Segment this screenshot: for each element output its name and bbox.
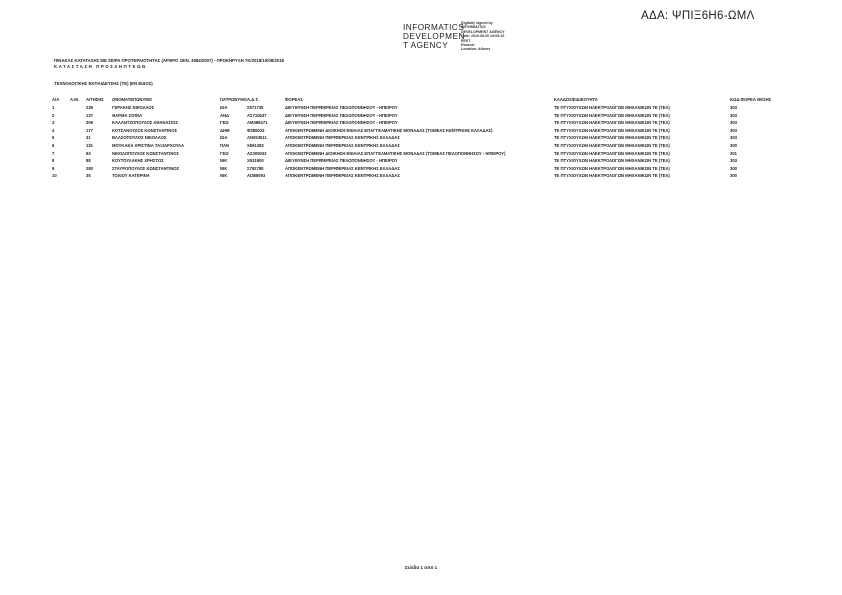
cell-foreas: ΑΠΟΚΕΝΤΡΩΜΕΝΗ ΠΕΡΙΦΕΡΕΙΑΣ ΚΕΝΤΡΙΚΗΣ ΕΛΛΑΔΑΣ (285, 135, 400, 141)
cell-father: ΓΕΩ (220, 120, 229, 126)
column-header-name: ΟΝΟΜΑΤΕΠΩΝΥΜΟ (112, 97, 152, 103)
cell-foreas: ΔΙΕΥΘΥΝΣΗ ΠΕΡΙΦΕΡΕΙΑΣ ΠΕΛΟΠΟΝΝΗΣΟΥ - ΗΠΕΙΡΟΥ (285, 120, 398, 126)
cell-eidikotita: ΤΕ ΠΤΥΧΙΟΥΧΩΝ ΗΛΕΚΤΡΟΛΟΓΩΝ ΜΗΧΑΝΙΚΩΝ ΤΕ (ΤΕΛ) (554, 142, 670, 148)
document-subtitle: ΚΑΤΑΣΤΑΣΗ ΠΡΟΣΛΗΠΤΕΩΝ (54, 64, 147, 69)
cell-aa: 3 (52, 120, 55, 126)
cell-adt: ΑΣ710637 (247, 112, 267, 118)
table-row (52, 165, 780, 173)
column-header-aitisis: ΑΙΤΗΣΗΣ (86, 97, 104, 103)
cell-eidikotita: ΤΕ ΠΤΥΧΙΟΥΧΩΝ ΗΛΕΚΤΡΟΛΟΓΩΝ ΜΗΧΑΝΙΚΩΝ ΤΕ (ΤΕΛ) (554, 150, 670, 156)
table-row (52, 150, 780, 158)
signature-detail-line: EEST (461, 38, 471, 43)
cell-aitisi: 35 (86, 173, 91, 179)
page-number: Σελίδα 1 από 1 (404, 565, 438, 570)
cell-am (70, 127, 86, 135)
cell-am (70, 165, 86, 173)
cell-klados: 300 (730, 165, 737, 171)
cell-adt: Χ531900 (247, 158, 264, 164)
cell-aitisi: 239 (86, 105, 93, 110)
column-header-eidikotita: ΚΛΑΔΟΣ/ΕΙΔΙΚΟΤΗΤΑ (554, 97, 598, 103)
cell-father: ΙΩΑ (220, 105, 228, 110)
cell-klados: 303 (730, 158, 737, 164)
cell-adt: ΑΝ053511 (247, 135, 267, 141)
cell-foreas: ΑΠΟΚΕΝΤΡΩΜΕΝΗ ΔΙΟΙΚΗΣΗ ΕΝΙΑΙΑΣ ΕΠΑΓΓΕΛΜΑΤΙΚΗΣ ΜΟΝΑΔΑΣ (ΤΟΜΕΑΣ ΠΕΛΟΠΟΝΝΗΣΟΥ - ΗΠΕΙΡΟΥ) (285, 150, 506, 156)
cell-aa: 9 (52, 165, 55, 171)
cell-aitisi: 309 (86, 120, 93, 126)
cell-am (70, 119, 86, 127)
cell-foreas: ΑΠΟΚΕΝΤΡΩΜΕΝΗ ΠΕΡΙΦΕΡΕΙΑΣ ΚΕΝΤΡΙΚΗΣ ΕΛΛΑΔΑΣ (285, 173, 400, 179)
cell-am (70, 104, 86, 112)
cell-klados: 303 (730, 112, 737, 118)
cell-foreas: ΑΠΟΚΕΝΤΡΩΜΕΝΗ ΠΕΡΙΦΕΡΕΙΑΣ ΚΕΝΤΡΙΚΗΣ ΕΛΛΑΔΑΣ (285, 165, 400, 171)
table-row (52, 142, 780, 150)
table-row (52, 134, 780, 142)
signature-org-line: T AGENCY (403, 41, 449, 51)
signature-org-line: INFORMATICS (403, 23, 465, 32)
cell-eidikotita: ΤΕ ΠΤΥΧΙΟΥΧΩΝ ΗΛΕΚΤΡΟΛΟΓΩΝ ΜΗΧΑΝΙΚΩΝ ΤΕ (ΤΕΛ) (554, 127, 670, 133)
signature-org-line: DEVELOPMEN (403, 32, 465, 42)
column-header-klados: ΚΩΔ.ΦΟΡΕΑ ΘΕΣΗΣ (730, 97, 772, 103)
cell-aitisi: 177 (86, 127, 93, 133)
cell-father: ΔΗΜ (220, 127, 230, 133)
cell-foreas: ΔΙΕΥΘΥΝΣΗ ΠΕΡΙΦΕΡΕΙΑΣ ΠΕΛΟΠΟΝΝΗΣΟΥ - ΗΠΕΙΡΟΥ (285, 105, 398, 110)
cell-eidikotita: ΤΕ ΠΤΥΧΙΟΥΧΩΝ ΗΛΕΚΤΡΟΛΟΓΩΝ ΜΗΧΑΝΙΚΩΝ ΤΕ (ΤΕΛ) (554, 112, 670, 118)
cell-father: ΠΑΝ (220, 142, 230, 148)
cell-am (70, 172, 86, 180)
cell-father: ΝΙΚ (220, 158, 228, 164)
cell-klados: 303 (730, 127, 737, 133)
section-heading: ΤΕΧΝΟΛΟΓΙΚΗΣ ΕΚΠΑΙΔΕΥΣΗΣ (ΤΕ) (ΕΝ ΕΙΔΟΣ) (54, 81, 153, 86)
cell-eidikotita: ΤΕ ΠΤΥΧΙΟΥΧΩΝ ΗΛΕΚΤΡΟΛΟΓΩΝ ΜΗΧΑΝΙΚΩΝ ΤΕ (ΤΕΛ) (554, 120, 670, 126)
cell-adt: ΑΜ389471 (247, 120, 268, 126)
table-row (52, 157, 780, 165)
cell-aitisi: 88 (86, 158, 91, 164)
table-header-row (52, 96, 780, 104)
cell-am (70, 134, 86, 142)
table-row (52, 112, 780, 120)
cell-name: ΝΙΚΟΛΟΠΟΥΛΟΣ ΚΩΝΣΤΑΝΤΙΝΟΣ (112, 150, 180, 156)
table-row (52, 119, 780, 127)
cell-name: ΚΟΤΣΑΝΟΥΛΟΣ ΚΩΝΣΤΑΝΤΙΝΟΣ (112, 127, 178, 133)
document-title: ΠΙΝΑΚΑΣ ΚΑΤΑΤΑΞΗΣ ΜΕ ΣΕΙΡΑ ΠΡΟΤΕΡΑΙΟΤΗΤΑΣ (ΑΡΘΡΟ 19/Ν. 3584/2007) - ΠΡΟΚΗΡΥΞΗ 7Κ/2018/10/08/2018 (54, 58, 284, 63)
cell-adt: ΑΣ305033 (247, 150, 267, 156)
cell-father: ΑΝΔ (220, 112, 230, 118)
cell-klados: 301 (730, 150, 737, 156)
cell-aitisi: 115 (86, 142, 93, 148)
cell-adt: Σ792780 (247, 165, 264, 171)
cell-eidikotita: ΤΕ ΠΤΥΧΙΟΥΧΩΝ ΗΛΕΚΤΡΟΛΟΓΩΝ ΜΗΧΑΝΙΚΩΝ ΤΕ (ΤΕΛ) (554, 165, 670, 171)
cell-name: ΣΤΑΥΡΟΠΟΥΛΟΣ ΚΩΝΣΤΑΝΤΙΝΟΣ (112, 165, 180, 171)
cell-aa: 4 (52, 127, 55, 133)
signature-detail-line: INFORMATICS (461, 25, 486, 30)
signature-detail-line: Location: Athens (461, 47, 491, 52)
cell-name: ΚΟΥΤΟΥΛΑΚΗΣ ΧΡΗΣΤΟΣ (112, 158, 164, 164)
cell-name: ΤΟΛΙΟΥ ΚΑΤΕΡΙΝΑ (112, 173, 150, 179)
signature-detail-line: DEVELOPMENT AGENCY (461, 29, 505, 34)
cell-klados: 300 (730, 173, 737, 179)
cell-klados: 303 (730, 135, 737, 141)
cell-aa: 6 (52, 142, 55, 148)
cell-adt: ΑΙ385093 (247, 173, 266, 179)
column-header-father: ΠΑΤΡΩΝΥΜΟ (220, 97, 247, 103)
cell-eidikotita: ΤΕ ΠΤΥΧΙΟΥΧΩΝ ΗΛΕΚΤΡΟΛΟΓΩΝ ΜΗΧΑΝΙΚΩΝ ΤΕ (ΤΕΛ) (554, 135, 670, 141)
cell-am (70, 112, 86, 120)
cell-name: ΘΑΡΜΑ ΣΟΦΙΑ (112, 112, 143, 118)
cell-eidikotita: ΤΕ ΠΤΥΧΙΟΥΧΩΝ ΗΛΕΚΤΡΟΛΟΓΩΝ ΜΗΧΑΝΙΚΩΝ ΤΕ (ΤΕΛ) (554, 105, 670, 110)
cell-klados: 303 (730, 105, 737, 110)
cell-foreas: ΑΠΟΚΕΝΤΡΩΜΕΝΗ ΠΕΡΙΦΕΡΕΙΑΣ ΚΕΝΤΡΙΚΗΣ ΕΛΛΑΔΑΣ (285, 142, 400, 148)
cell-father: ΝΙΚ (220, 173, 228, 179)
cell-aa: 2 (52, 112, 55, 118)
cell-adt: Φ385033 (247, 127, 265, 133)
cell-am (70, 142, 86, 150)
column-header-aa: Α/Α (52, 97, 60, 103)
cell-adt: Σ571735 (247, 105, 264, 110)
cell-aa: 5 (52, 135, 55, 141)
cell-eidikotita: ΤΕ ΠΤΥΧΙΟΥΧΩΝ ΗΛΕΚΤΡΟΛΟΓΩΝ ΜΗΧΑΝΙΚΩΝ ΤΕ (ΤΕΛ) (554, 173, 670, 179)
signature-detail-line: Date: 2019.08.30 19:05:16 (461, 34, 505, 39)
cell-foreas: ΔΙΕΥΘΥΝΣΗ ΠΕΡΙΦΕΡΕΙΑΣ ΠΕΛΟΠΟΝΝΗΣΟΥ - ΗΠΕΙΡΟΥ (285, 112, 398, 118)
table-row (52, 104, 780, 112)
cell-aa: 1 (52, 105, 55, 110)
ada-code: ΑΔΑ: ΨΠΙΞ6Η6-ΩΜΛ (641, 10, 755, 22)
cell-father: ΓΕΩ (220, 150, 229, 156)
signature-detail-line: Reason: (461, 43, 476, 48)
table-row (52, 127, 780, 135)
appointees-table (52, 96, 780, 180)
column-header-am: Α.Μ. (70, 97, 79, 103)
column-header-adt: Α.Δ.Τ. (247, 97, 259, 103)
cell-aitisi: 93 (86, 150, 91, 156)
cell-aa: 7 (52, 150, 55, 156)
cell-am (70, 157, 86, 165)
cell-am (70, 150, 86, 158)
cell-aitisi: 137 (86, 112, 93, 118)
cell-foreas: ΔΙΕΥΘΥΝΣΗ ΠΕΡΙΦΕΡΕΙΑΣ ΠΕΛΟΠΟΝΝΗΣΟΥ - ΗΠΕΙΡΟΥ (285, 158, 398, 164)
cell-foreas: ΑΠΟΚΕΝΤΡΩΜΕΝΗ ΔΙΟΙΚΗΣΗ ΕΝΙΑΙΑΣ ΕΠΑΓΓΕΛΜΑΤΙΚΗΣ ΜΟΝΑΔΑΣ (ΤΟΜΕΑΣ ΚΕΝΤΡΙΚΗΣ ΕΛΛΑΔΑΣ) (285, 127, 493, 133)
cell-father: ΙΩΑ (220, 135, 228, 141)
cell-eidikotita: ΤΕ ΠΤΥΧΙΟΥΧΩΝ ΗΛΕΚΤΡΟΛΟΓΩΝ ΜΗΧΑΝΙΚΩΝ ΤΕ (ΤΕΛ) (554, 158, 670, 164)
signature-details (461, 21, 505, 52)
cell-name: ΚΑΛΑΝΤΖΟΠΟΥΛΟΣ ΑΘΑΝΑΣΙΟΣ (112, 120, 178, 126)
table-row (52, 172, 780, 180)
column-header-foreas: ΦΟΡΕΑΣ (285, 97, 303, 103)
cell-name: ΒΛΑΣΟΠΟΥΛΟΣ ΝΙΚΟΛΑΟΣ (112, 135, 167, 141)
cell-aa: 8 (52, 158, 55, 164)
cell-aitisi: 280 (86, 165, 93, 171)
cell-klados: 303 (730, 120, 737, 126)
cell-aitisi: 31 (86, 135, 91, 141)
signature-organization (403, 23, 465, 51)
cell-adt: Χ561383 (247, 142, 264, 148)
cell-klados: 300 (730, 142, 737, 148)
cell-father: ΝΙΚ (220, 165, 228, 171)
cell-name: ΜΟΥΚΑΚΑ ΧΡΙΣΤΙΝΑ ΤΑΞΙΑΡΧΟΥΛΑ (112, 142, 184, 148)
cell-aa: 10 (52, 173, 57, 179)
signature-detail-line: Digitally signed by (461, 21, 493, 25)
cell-name: ΓΕΡΑΚΗΣ ΝΙΚΟΛΑΟΣ (112, 105, 155, 110)
